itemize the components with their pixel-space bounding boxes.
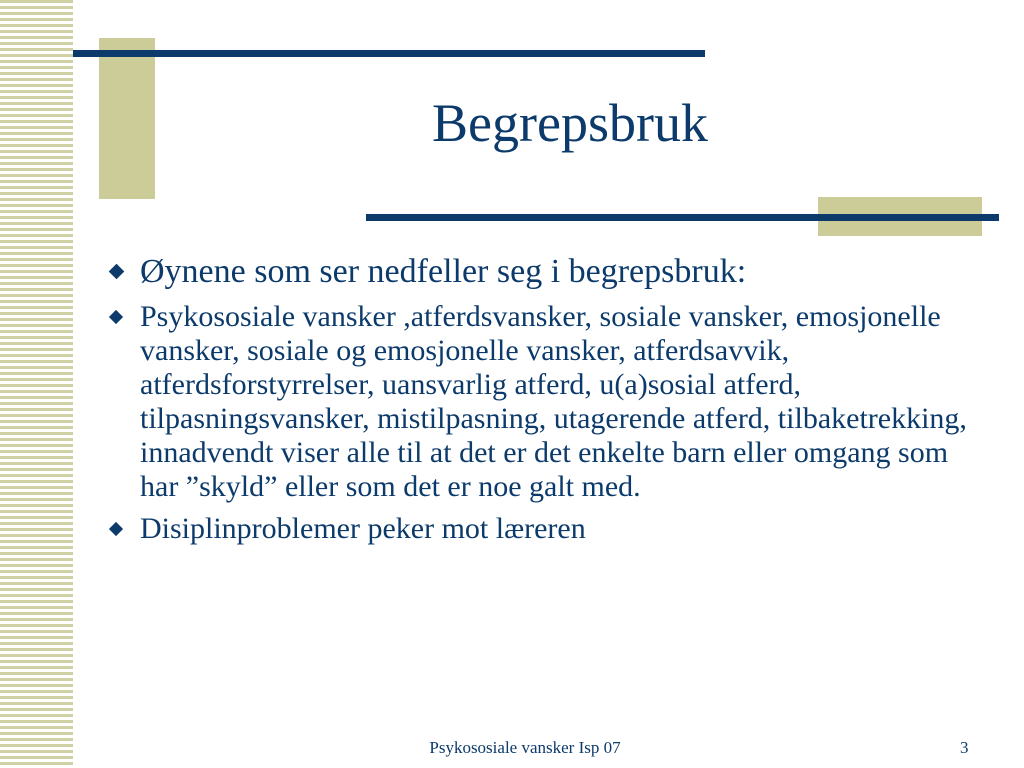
diamond-bullet-icon	[109, 264, 125, 280]
diamond-bullet-icon	[109, 522, 123, 536]
decorative-stripes	[0, 0, 73, 768]
diamond-bullet-icon	[109, 310, 123, 324]
bullet-text: Disiplinproblemer peker mot læreren	[140, 512, 586, 545]
footer-text: Psykososiale vansker Isp 07	[429, 738, 621, 757]
bullet-text: Psykososiale vansker ,atferdsvansker, sosiale vansker, emosjonelle vansker, sosiale og emosjonelle vansker, atferdsavvik, atferdsforstyrrelser, uansvarlig atferd, u(a)sosial atferd, tilpasningsvansker, mistilpasning, utagerende atferd, tilbaketrekking, innadvendt viser alle til at det er det enkelte barn eller omgang som har ”skyld” eller som det er noe galt med.	[140, 300, 967, 503]
bullet-text: Øynene som ser nedfeller seg i begrepsbruk:	[140, 253, 747, 290]
title-rule-top	[73, 50, 705, 57]
bullet-item	[108, 512, 988, 546]
bullet-item	[108, 300, 976, 504]
bullet-list	[108, 252, 988, 546]
accent-block-left	[99, 38, 155, 199]
page-number: 3	[960, 738, 969, 757]
slide-title: Begrepsbruk	[432, 93, 708, 153]
title-rule-bottom	[366, 214, 999, 221]
bullet-item	[108, 252, 988, 292]
